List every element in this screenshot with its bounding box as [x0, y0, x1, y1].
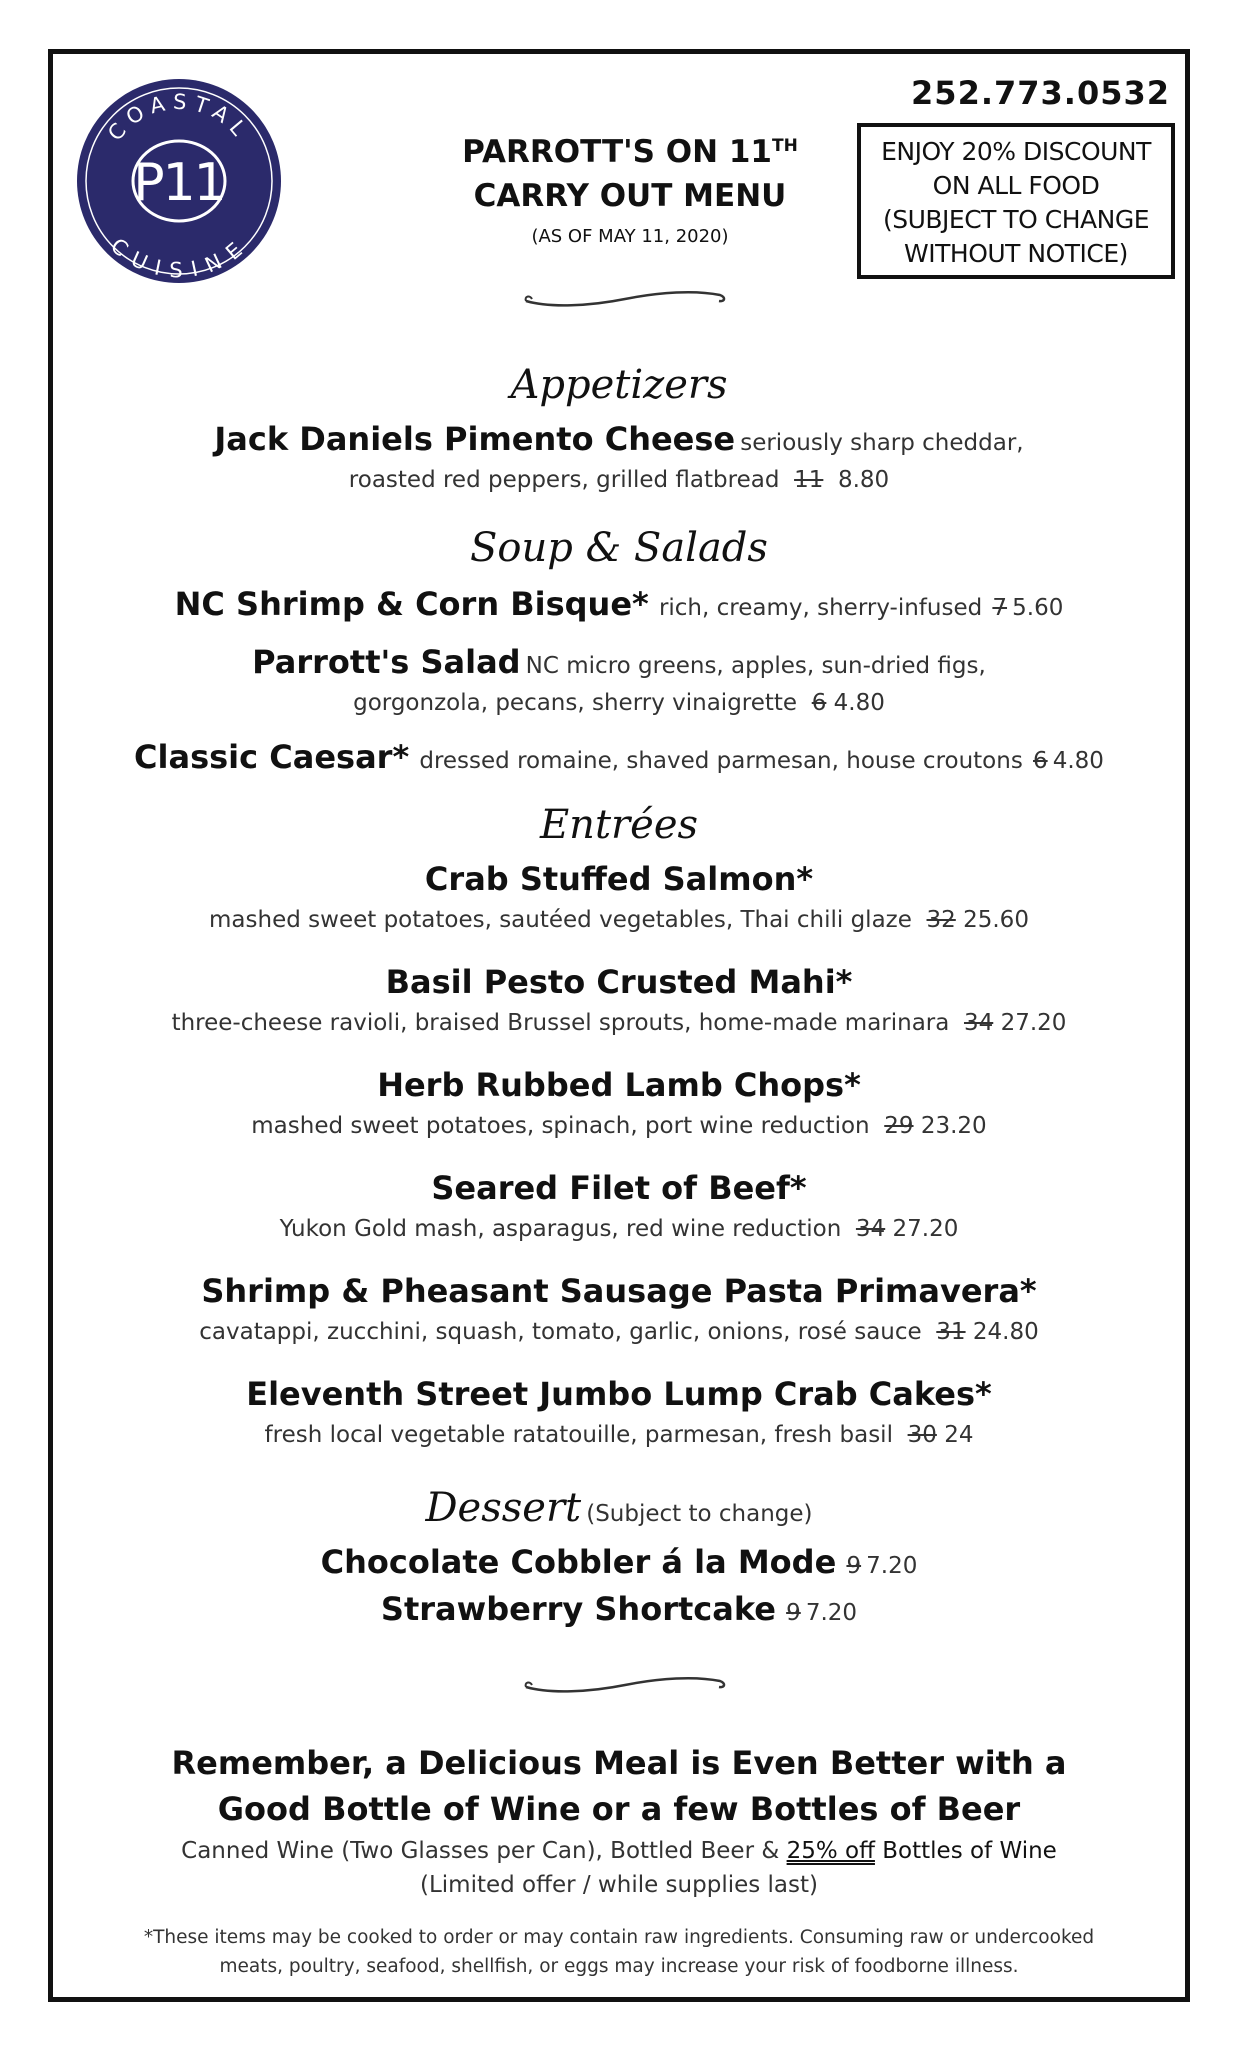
wine-headline-1: Remember, a Delicious Meal is Even Better with a: [171, 1744, 1067, 1782]
entree-description-line: [53, 1113, 1185, 1139]
discount-line: (SUBJECT TO CHANGE: [882, 205, 1150, 234]
item-name: NC Shrimp & Corn Bisque*: [174, 585, 649, 623]
entree-description-line: [53, 1010, 1185, 1036]
entree-name: Shrimp & Pheasant Sausage Pasta Primavera*: [201, 1272, 1037, 1310]
item-description: three-cheese ravioli, braised Brussel sprouts, home-made marinara: [171, 1010, 950, 1036]
wine-discount: 25% off: [786, 1838, 875, 1864]
section-heading-appetizers: Appetizers: [510, 362, 728, 408]
disclaimer-line-1: *These items may be cooked to order or may contain raw ingredients. Consuming raw or undercooked: [143, 1927, 1095, 1948]
price: 4.80: [1052, 748, 1104, 774]
price: 7.20: [866, 1553, 918, 1579]
menu-item: [53, 585, 1185, 623]
entree-name: Crab Stuffed Salmon*: [424, 860, 814, 898]
phone-number[interactable]: 252.773.0532: [911, 74, 1170, 112]
entree-description-line: [53, 1319, 1185, 1345]
entree-name: Eleventh Street Jumbo Lump Crab Cakes*: [246, 1375, 992, 1413]
item-name: Jack Daniels Pimento Cheese: [214, 420, 736, 458]
item-description: dressed romaine, shaved parmesan, house croutons: [419, 748, 1023, 774]
price: 8.80: [837, 467, 890, 493]
dessert-heading-row: [53, 1485, 1185, 1531]
old-price: 9: [786, 1600, 801, 1626]
old-price: 30: [907, 1422, 937, 1448]
item-description: NC micro greens, apples, sun-dried figs,: [525, 653, 986, 679]
wine-offer-text: Canned Wine (Two Glasses per Can), Bottled Beer &: [181, 1838, 780, 1864]
discount-line: ENJOY 20% DISCOUNT: [881, 137, 1151, 166]
price: 24: [944, 1422, 974, 1448]
item-description: Yukon Gold mash, asparagus, red wine reduction: [279, 1216, 842, 1242]
old-price: 6: [1033, 748, 1048, 774]
flourish-divider: [520, 286, 730, 312]
wine-offer-line: [53, 1838, 1185, 1864]
old-price: 29: [884, 1113, 914, 1139]
price: 23.20: [920, 1113, 987, 1139]
menu-item: [53, 1590, 1185, 1628]
item-description-line: [53, 690, 1185, 716]
menu-title: CARRY OUT MENU: [473, 178, 787, 214]
price: 27.20: [892, 1216, 959, 1242]
old-price: 34: [963, 1010, 994, 1036]
price: 27.20: [1000, 1010, 1067, 1036]
item-description: rich, creamy, sherry-infused: [658, 595, 983, 621]
item-description-line: [53, 467, 1185, 493]
disclaimer-line-2: meats, poultry, seafood, shellfish, or eggs may increase your risk of foodborne illness.: [219, 1956, 1019, 1977]
price: 5.60: [1012, 595, 1064, 621]
logo-bottom-text: CUISINE: [106, 233, 253, 283]
item-name: Chocolate Cobbler á la Mode: [320, 1543, 837, 1581]
item-name: Classic Caesar*: [134, 738, 410, 776]
entree-name: Seared Filet of Beef*: [431, 1169, 807, 1207]
logo-mark: P11: [133, 153, 225, 213]
item-description: mashed sweet potatoes, sautéed vegetables, Thai chili glaze: [209, 907, 912, 933]
title-line-1: PARROTT'S ON 11: [462, 134, 772, 170]
item-name: Strawberry Shortcake: [380, 1590, 776, 1628]
old-price: 7: [992, 595, 1008, 621]
price: 24.80: [972, 1319, 1039, 1345]
discount-box: [857, 123, 1175, 279]
price: 7.20: [805, 1600, 858, 1626]
section-heading-entrees: Entrées: [539, 802, 699, 848]
wine-offer-text: Bottles of Wine: [882, 1838, 1057, 1864]
title-superscript: TH: [771, 136, 798, 156]
logo-top-text: COASTAL: [103, 89, 255, 146]
old-price: 32: [926, 907, 956, 933]
old-price: 34: [855, 1216, 886, 1242]
restaurant-title: [420, 128, 840, 176]
entree-name: Basil Pesto Crusted Mahi*: [385, 963, 853, 1001]
item-description: cavatappi, zucchini, squash, tomato, garlic, onions, rosé sauce: [199, 1319, 922, 1345]
menu-item: [53, 738, 1185, 776]
menu-item: [53, 643, 1185, 681]
item-name: Parrott's Salad: [252, 643, 521, 681]
price: 4.80: [833, 690, 885, 716]
old-price: 11: [794, 467, 824, 493]
menu-date: (AS OF MAY 11, 2020): [531, 226, 729, 247]
discount-line: WITHOUT NOTICE): [904, 239, 1128, 268]
menu-item: [53, 1543, 1185, 1581]
flourish-divider: [520, 1672, 730, 1698]
old-price: 6: [811, 690, 827, 716]
entree-description-line: [53, 1422, 1185, 1448]
item-description: roasted red peppers, grilled flatbread: [348, 467, 780, 493]
dessert-note: (Subject to change): [586, 1501, 813, 1527]
wine-headline-2: Good Bottle of Wine or a few Bottles of Beer: [217, 1790, 1021, 1828]
item-description: fresh local vegetable ratatouille, parmesan, fresh basil: [264, 1422, 893, 1448]
item-description: gorgonzola, pecans, sherry vinaigrette: [353, 690, 798, 716]
old-price: 31: [936, 1319, 966, 1345]
price: 25.60: [963, 907, 1029, 933]
section-heading-soups: Soup & Salads: [470, 525, 768, 571]
entree-description-line: [53, 907, 1185, 933]
p11-logo: [74, 76, 284, 286]
discount-line: ON ALL FOOD: [932, 171, 1100, 200]
item-description: seriously sharp cheddar,: [740, 430, 1024, 456]
item-description: mashed sweet potatoes, spinach, port wine reduction: [251, 1113, 870, 1139]
section-heading-dessert: Dessert: [425, 1485, 582, 1531]
entree-description-line: [53, 1216, 1185, 1242]
old-price: 9: [846, 1553, 862, 1579]
menu-item: [53, 420, 1185, 458]
entree-name: Herb Rubbed Lamb Chops*: [377, 1066, 861, 1104]
limited-offer: (Limited offer / while supplies last): [419, 1872, 819, 1898]
